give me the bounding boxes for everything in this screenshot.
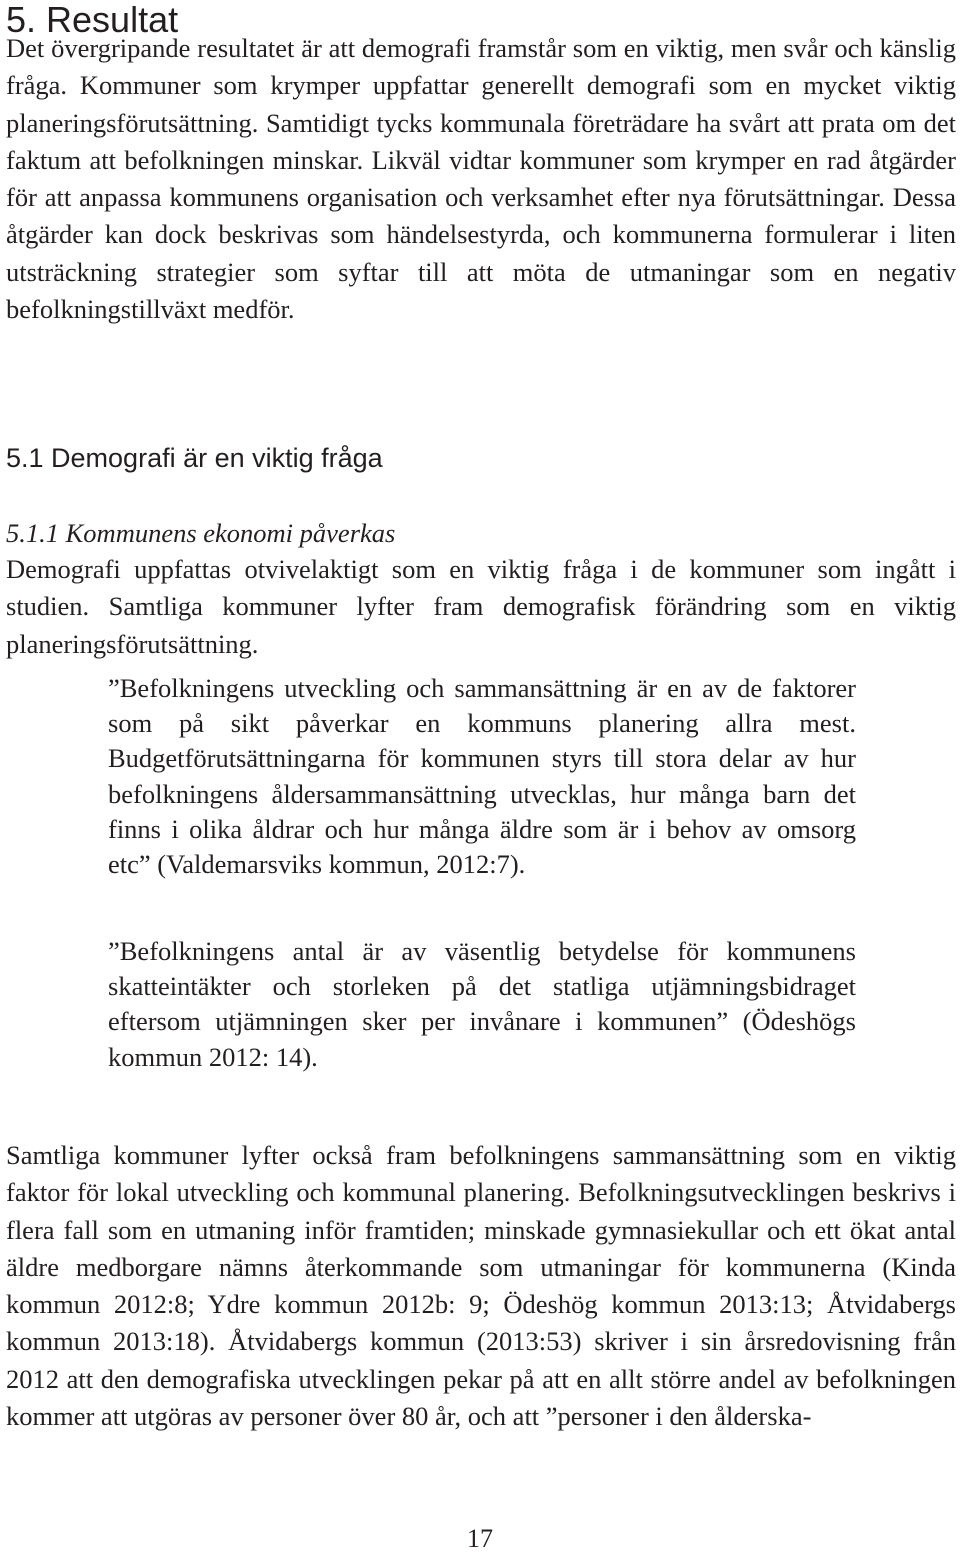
intro-paragraph: Det övergripande resultatet är att demografi framstår som en viktig, men svår och känslig fråga. Kommuner som krymper uppfattar generellt demografi som en mycket viktig planeringsförutsättning. Samtidigt tycks kommunala företrädare ha svårt att prata om det faktum att befolkningen minskar. Likväl vidtar kommuner som krymper en rad åtgärder för att anpassa kommunens organisation och verksamhet efter nya förutsättningar. Dessa åtgärder kan dock beskrivas som händelsestyrda, och kommunerna formulerar i liten utsträckning strategier som syftar till att möta de utmaningar som en negativ befolkningstillväxt medför. <box>6 33 956 325</box>
body-paragraph: Samtliga kommuner lyfter också fram befolkningens sammansättning som en viktig faktor för lokal utveckling och kommunal planering. Befolkningsutvecklingen beskrivs i flera fall som en utmaning inför framtiden; minskade gymnasiekullar och ett ökat antal äldre medborgare nämns återkommande som utmaningar för kommunerna (Kinda kommun 2012:8; Ydre kommun 2012b: 9; Ödeshög kommun 2013:13; Åtvidabergs kommun 2013:18). Åtvidabergs kommun (2013:53) skriver i sin årsredovisning från 2012 att den demografiska utvecklingen pekar på att en allt större andel av befolkningen kommer att utgöras av personer över 80 år, och att ”personer i den ålderska- <box>6 1140 956 1432</box>
subsection-heading: 5.1 Demografi är en viktig fråga <box>6 443 383 473</box>
body-paragraph: Demografi uppfattas otvivelaktigt som en viktig fråga i de kommuner som ingått i studien. Samtliga kommuner lyfter fram demografisk förändring som en viktig planeringsförutsättning. <box>6 554 956 659</box>
block-quote: ”Befolkningens antal är av väsentlig betydelse för kommunens skatteintäkter och storleken på det statliga utjämningsbidraget eftersom utjämningen sker per invånare i kommunen” (Ödeshögs kommun 2012: 14). <box>108 936 856 1072</box>
block-quote: ”Befolkningens utveckling och sammansättning är en av de faktorer som på sikt påverkar en kommuns planering allra mest. Budgetförutsättningarna för kommunen styrs till stora delar av hur befolkningens åldersammansättning utvecklas, hur många barn det finns i olika åldrar och hur många äldre som är i behov av omsorg etc” (Valdemarsviks kommun, 2012:7). <box>108 673 856 880</box>
section-heading: 5. Resultat <box>6 0 179 40</box>
subsubsection-heading: 5.1.1 Kommunens ekonomi påverkas <box>6 518 396 548</box>
page-number: 17 <box>467 1524 493 1553</box>
